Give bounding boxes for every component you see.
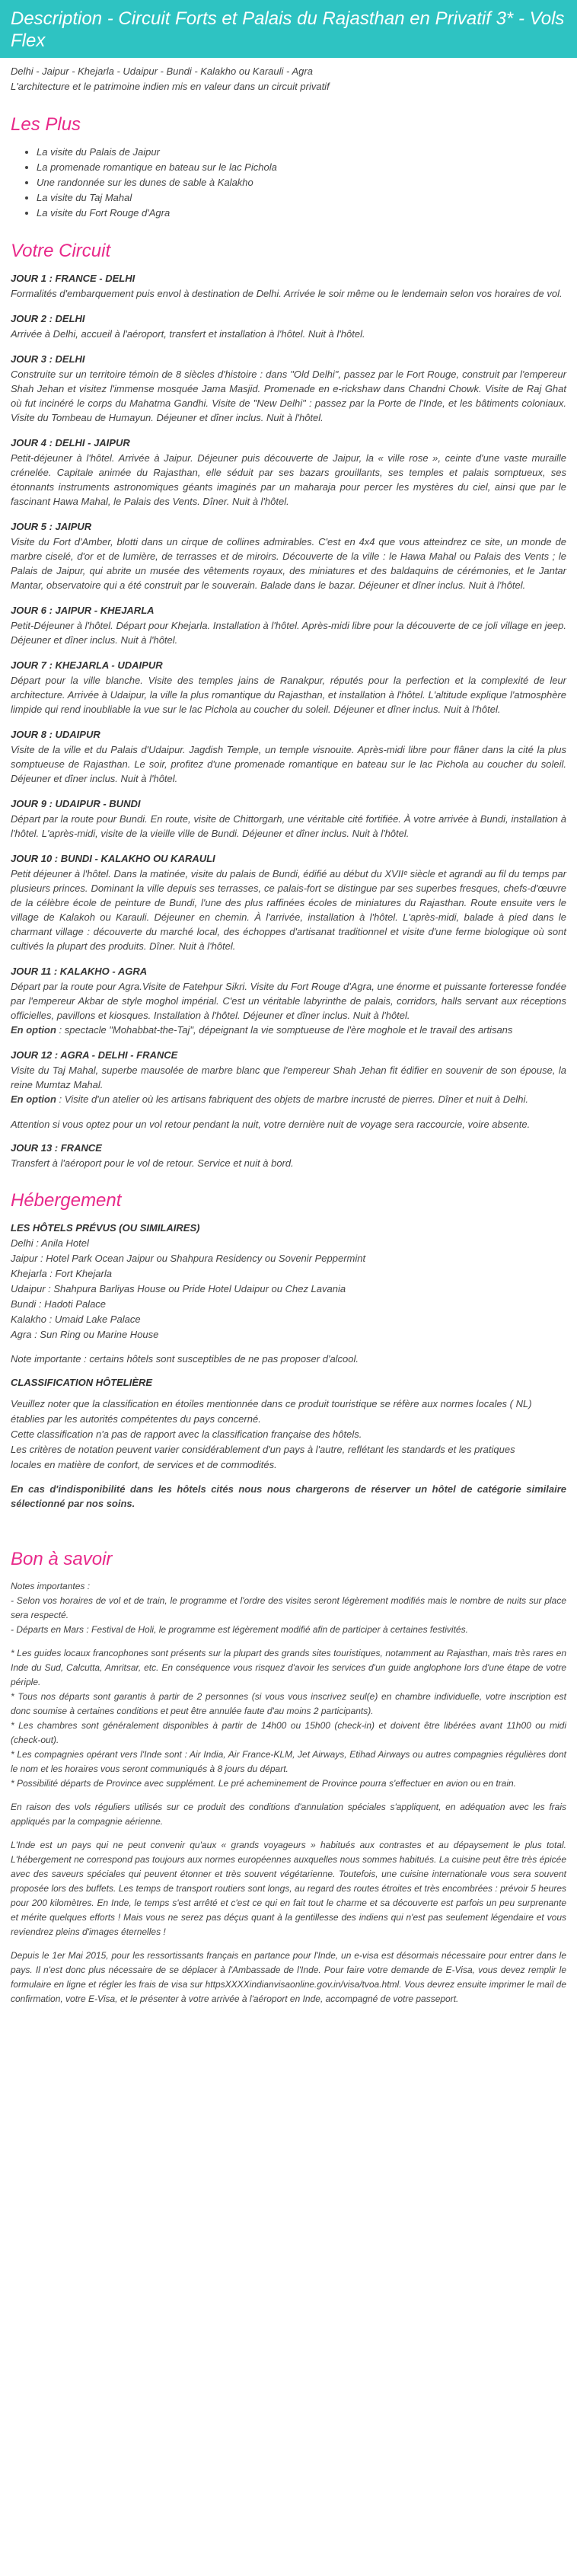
bon-a-savoir-heading: Bon à savoir — [11, 1549, 113, 1569]
option-label: En option — [11, 1024, 56, 1036]
star-line: * Les guides locaux francophones sont présents sur la plupart des grands sites touristiques, notamment au Rajasthan, mais très rares en Inde du Sud, Calcutta, Amritsar, etc. En conséquence vous risquez d'avoir les services d'un guide anglophone lors d'une étape de votre périple. — [11, 1648, 566, 1687]
day-title: JOUR 2 : DELHI — [11, 313, 85, 324]
day-title: JOUR 10 : BUNDI - KALAKHO OU KARAULI — [11, 853, 215, 864]
circuit-heading: Votre Circuit — [11, 241, 111, 261]
day-block — [11, 519, 566, 592]
day-option — [11, 1092, 566, 1106]
hotel-item: Kalakho : Umaid Lake Palace — [11, 1314, 141, 1325]
hotel-list — [11, 1236, 566, 1342]
route-text: Delhi - Jaipur - Khejarla - Udaipur - Bundi - Kalakho ou Karauli - Agra — [11, 65, 313, 77]
day-title: JOUR 4 : DELHI - JAIPUR — [11, 437, 130, 448]
day-block — [11, 1048, 566, 1106]
day-block — [11, 658, 566, 717]
day-text: Départ par la route pour Bundi. En route, visite de Chittorgarh, une véritable cité fortifiée. À votre arrivée à Bundi, installation à l'hôtel. L'après-midi, visite de la vieille ville de Bundi. Déjeuner et dîner inclus. Nuit à l'hôtel. — [11, 813, 566, 839]
hebergement-heading: Hébergement — [11, 1190, 122, 1211]
day-block — [11, 727, 566, 786]
content — [0, 64, 577, 2006]
classification-line: Les critères de notation peuvent varier considérablement d'un pays à l'autre, reflétant les standards et les pratiques — [11, 1444, 515, 1455]
notes-line: - Départs en Mars : Festival de Holi, le programme est légèrement modifié afin de participer à certaines festivités. — [11, 1624, 468, 1635]
day-title: JOUR 13 : FRANCE — [11, 1142, 102, 1154]
day-text: Petit-Déjeuner à l'hôtel. Départ pour Khejarla. Installation à l'hôtel. Après-midi libre pour la découverte de ce joli village en jeep. Déjeuner et dîner inclus. Nuit à l'hôtel. — [11, 620, 566, 646]
day-title: JOUR 1 : FRANCE - DELHI — [11, 273, 135, 284]
day-title: JOUR 3 : DELHI — [11, 353, 85, 365]
star-notes — [11, 1646, 566, 1791]
day-text: Formalités d'embarquement puis envol à destination de Delhi. Arrivée le soir même ou le lendemain selon vos horaires de vol. — [11, 288, 563, 299]
day-text: Départ pour la ville blanche. Visite des temples jains de Ranakpur, réputés pour la perfection et la complexité de leur architecture. Arrivée à Udaipur, la ville la plus romantique du Rajasthan, et installation à l'hôtel. L'altitude explique l'atmosphère limpide qui rend inoubliable la vue sur le lac Pichola au coucher du soleil. Déjeuner et dîner inclus. Nuit à l'hôtel. — [11, 675, 566, 715]
hotels-subheading: LES HÔTELS PRÉVUS (OU SIMILAIRES) — [11, 1222, 200, 1234]
day-block — [11, 1141, 566, 1170]
list-item: • La visite du Palais de Jaipur — [37, 145, 566, 160]
cancellation-paragraph: En raison des vols réguliers utilisés sur ce produit des conditions d'annulation spéciales s'appliquent, en adéquation avec les frais appliqués par la compagnie aérienne. — [11, 1802, 566, 1827]
classification-line: Cette classification n'a pas de rapport avec la classification française des hôtels. — [11, 1428, 362, 1440]
hotel-note: Note importante : certains hôtels sont susceptibles de ne pas proposer d'alcool. — [11, 1353, 359, 1365]
day-text: Arrivée à Delhi, accueil à l'aéroport, transfert et installation à l'hôtel. Nuit à l'hôtel. — [11, 328, 365, 340]
classification-line: établies par les autorités compétentes du pays concerné. — [11, 1413, 261, 1425]
day-title: JOUR 5 : JAIPUR — [11, 521, 92, 532]
day-option — [11, 1023, 566, 1037]
notes-title: Notes importantes : — [11, 1581, 91, 1591]
day-block — [11, 436, 566, 509]
day-text: Petit déjeuner à l'hôtel. Dans la matinée, visite du palais de Bundi, édifié au début du XVIIᵉ siècle et agrandi au fil du temps par plusieurs princes. Dominant la ville depuis ses terrasses, ce palais-fort se distingue par ses superbes fresques, chefs-d'œuvre de la célèbre école de peinture de Bundi, l'une des plus raffinées écoles de miniatures du Rajasthan. Route ensuite vers le village de Kalakoh ou Karauli. Déjeuner en chemin. À l'arrivée, installation à l'hôtel. L'après-midi, balade à pied dans le charmant village : découverte du marché local, des échoppes d'artisanat traditionnel et visite d'une ferme biologique où sont cultivés la plupart des produits. Dîner. Nuit à l'hôtel. — [11, 868, 566, 952]
list-item: • La promenade romantique en bateau sur le lac Pichola — [37, 160, 566, 175]
page-title: Description - Circuit Forts et Palais du Rajasthan en Privatif 3* - Vols Flex — [0, 0, 577, 58]
classification-title: CLASSIFICATION HÔTELIÈRE — [11, 1377, 153, 1388]
list-item: • La visite du Fort Rouge d'Agra — [37, 206, 566, 221]
day-text: Transfert à l'aéroport pour le vol de retour. Service et nuit à bord. — [11, 1157, 294, 1169]
day-text: Visite du Fort d'Amber, blotti dans un cirque de collines admirables. C'est en 4x4 que vous atteindrez ce site, un monde de marbre ciselé, d'or et de lumière, de terrasses et de miroirs. Découverte de la ville : le Hawa Mahal ou Palais des Vents ; le Palais de Jaipur, qui abrite un musée des vêtements royaux, des miniatures et des baldaquins de cérémonies, et le Jantar Mantar, observatoire qui a été construit par le souverain. Balade dans le bazar. Déjeuner et dîner inclus. Nuit à l'hôtel. — [11, 536, 566, 591]
plus-list — [11, 145, 566, 221]
day-title: JOUR 7 : KHEJARLA - UDAIPUR — [11, 659, 163, 671]
day-block — [11, 603, 566, 647]
day-block — [11, 851, 566, 953]
day-block — [11, 796, 566, 841]
star-line: * Possibilité départs de Province avec supplément. Le pré acheminement de Province pourra s'effectuer en avion ou en train. — [11, 1778, 517, 1789]
day-block — [11, 352, 566, 425]
evisa-paragraph: Depuis le 1er Mai 2015, pour les ressortissants français en partance pour l'Inde, un e-visa est désormais nécessaire pour entrer dans le pays. Il n'est donc plus nécessaire de se déplacer à l'Ambassade de l'Inde. Pour faire votre demande de E-Visa, vous devez remplir le formulaire en ligne et régler les frais de visa sur httpsXXXXindianvisaonline.gov.in/visa/tvoa.html. Vous devrez ensuite imprimer le mail de confirmation, votre E-Visa, et le présenter à votre arrivée à l'aéroport en Inde, accompagné de votre passeport. — [11, 1950, 566, 2004]
option-text: : Visite d'un atelier où les artisans fabriquent des objets de marbre incrusté de pierres. Dîner et nuit à Delhi. — [56, 1093, 529, 1105]
day-text: Visite de la ville et du Palais d'Udaipur. Jagdish Temple, un temple visnouite. Après-midi libre pour flâner dans la cité la plus somptueuse de Rajasthan. Le soir, profitez d'une promenade romantique en bateau sur le lac Pichola au coucher du soleil. Déjeuner et dîner inclus. Nuit à l'hôtel. — [11, 744, 566, 784]
star-line: * Tous nos départs sont garantis à partir de 2 personnes (si vous vous inscrivez seul(e) en chambre individuelle, votre inscription est donc soumise à certaines conditions et peut être annulée faute d'au moins 2 participants). — [11, 1691, 566, 1716]
star-line: * Les chambres sont généralement disponibles à partir de 14h00 ou 15h00 (check-in) et doivent être libérées avant 11h00 ou midi (check-out). — [11, 1720, 566, 1745]
day-text: Construite sur un territoire témoin de 8 siècles d'histoire : dans "Old Delhi", passez par le Fort Rouge, construit par l'empereur Shah Jehan et visitez l'immense mosquée Jama Masjid. Promenade en e-rickshaw dans Chandni Chowk. Visite de Raj Ghat où fut incinéré le corps du Mahatma Gandhi. Visite de "New Delhi" : passez par la Porte de l'Inde, et les bâtiments coloniaux. Visite du Tombeau de Humayun. Déjeuner et dîner inclus. Nuit à l'hôtel. — [11, 369, 566, 423]
day-title: JOUR 9 : UDAIPUR - BUNDI — [11, 798, 141, 809]
indisponibilite-note: En cas d'indisponibilité dans les hôtels cités nous nous chargerons de réserver un hôtel de catégorie similaire sélectionné par nos soins. — [11, 1483, 566, 1509]
list-item: • Une randonnée sur les dunes de sable à Kalakho — [37, 175, 566, 190]
day-title: JOUR 8 : UDAIPUR — [11, 729, 100, 740]
day-text: Départ par la route pour Agra.Visite de Fatehpur Sikri. Visite du Fort Rouge d'Agra, une énorme et puissante forteresse fondée par l'empereur Akbar de style moghol impérial. C'est un véritable labyrinthe de palais, corridors, halls servant aux réceptions officielles, pavillons et kiosques. Installation à l'hôtel. Déjeuner et dîner inclus. Nuit à l'hôtel. — [11, 981, 566, 1021]
day-text: Petit-déjeuner à l'hôtel. Arrivée à Jaipur. Déjeuner puis découverte de Jaipur, la « ville rose », ceinte d'une vaste muraille crénelée. Capitale animée du Rajasthan, elle séduit par ses bazars grouillants, ses temples et palais somptueux, ses étonnants instruments astronomiques géants imaginés par un maharaja pour percer les mystères du ciel, ainsi que par le fascinant Hawa Mahal, le Palais des Vents. Dîner. Nuit à l'hôtel. — [11, 452, 566, 507]
classification-text — [11, 1397, 566, 1473]
hotel-item: Bundi : Hadoti Palace — [11, 1298, 107, 1310]
day-title: JOUR 11 : KALAKHO - AGRA — [11, 966, 148, 977]
list-item: • La visite du Taj Mahal — [37, 190, 566, 206]
day-title: JOUR 6 : JAIPUR - KHEJARLA — [11, 605, 155, 616]
hotel-item: Jaipur : Hotel Park Ocean Jaipur ou Shahpura Residency ou Sovenir Peppermint — [11, 1253, 366, 1264]
plus-heading: Les Plus — [11, 114, 81, 135]
day-title: JOUR 12 : AGRA - DELHI - FRANCE — [11, 1049, 178, 1061]
option-text: : spectacle "Mohabbat-the-Taj", dépeignant la vie somptueuse de l'ère moghole et le travail des artisans — [56, 1024, 513, 1036]
hotel-item: Khejarla : Fort Khejarla — [11, 1268, 112, 1279]
tagline-text: L'architecture et le patrimoine indien mis en valeur dans un circuit privatif — [11, 81, 330, 92]
star-line: * Les compagnies opérant vers l'Inde sont : Air India, Air France-KLM, Jet Airways, Etihad Airways ou autres compagnies régulières dont le nom et les horaires vous seront communiqués à 8 jours du départ. — [11, 1749, 566, 1774]
hotel-item: Udaipur : Shahpura Barliyas House ou Pride Hotel Udaipur ou Chez Lavania — [11, 1283, 346, 1294]
day-text: Visite du Taj Mahal, superbe mausolée de marbre blanc que l'empereur Shah Jehan fit édifier en souvenir de son épouse, la reine Mumtaz Mahal. — [11, 1065, 566, 1090]
day-block — [11, 964, 566, 1037]
day-block — [11, 271, 566, 301]
notes-line: - Selon vos horaires de vol et de train, le programme et l'ordre des visites seront légèrement modifiés mais le nombre de nuits sur place sera respecté. — [11, 1595, 566, 1620]
day-block — [11, 311, 566, 341]
inde-paragraph: L'Inde est un pays qui ne peut convenir qu'aux « grands voyageurs » habitués aux contrastes et au dépaysement le plus total. L'hébergement ne correspond pas toujours aux normes européennes auxquelles nous sommes habitués. La cuisine peut être très épicée avec des saveurs spéciales qui peuvent étonner et très souvent végétarienne. Toutefois, une cuisine internationale vous sera souvent proposée lors des buffets. Les temps de transport routiers sont longs, au regard des routes étroites et très encombrées : prévoir 5 heures pour 200 kilomètres. En Inde, le temps s'est arrêté et c'est ce qui en fait tout le charme et sa découverte est parfois un peu surprenante et mérite quelques efforts ! Mais vous ne serez pas déçus quant à la gentillesse des indiens qui n'est pas seulement légendaire et vous reviendrez pleins d'images éternelles ! — [11, 1840, 566, 1937]
classification-line: locales en matière de confort, de services et de commodités. — [11, 1459, 277, 1470]
hotel-item: Delhi : Anila Hotel — [11, 1237, 89, 1249]
notes-block — [11, 1579, 566, 1637]
intro — [11, 64, 566, 94]
attention-note: Attention si vous optez pour un vol retour pendant la nuit, votre dernière nuit de voyage sera raccourcie, voire absente. — [11, 1119, 531, 1130]
classification-line: Veuillez noter que la classification en étoiles mentionnée dans ce produit touristique se réfère aux normes locales ( NL) — [11, 1398, 532, 1409]
hotel-item: Agra : Sun Ring ou Marine House — [11, 1329, 159, 1340]
option-label: En option — [11, 1093, 56, 1105]
